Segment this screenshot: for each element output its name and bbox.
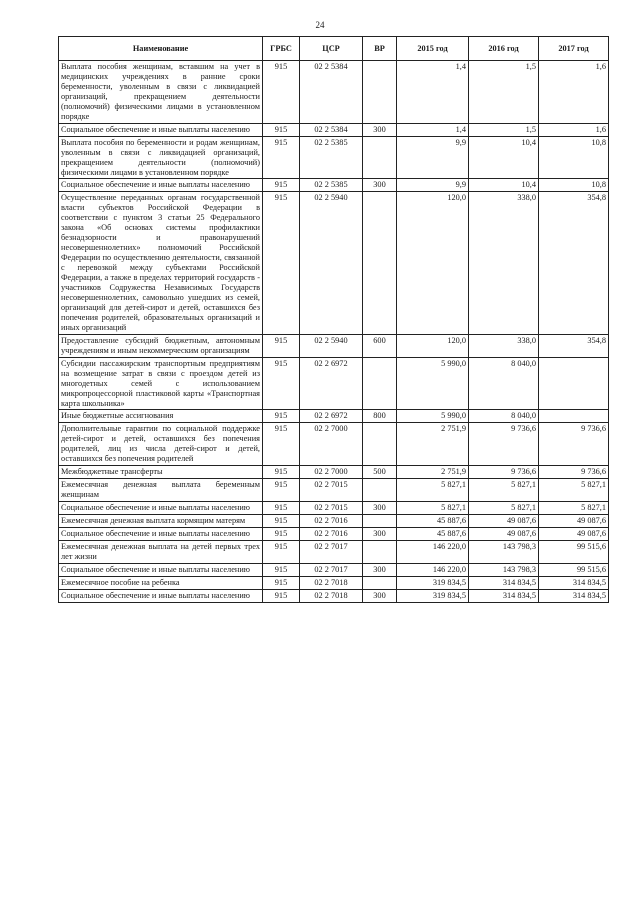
row-vr-cell: 500 xyxy=(363,466,397,479)
row-2015-cell: 319 834,5 xyxy=(397,576,469,589)
row-csr-cell: 02 2 7016 xyxy=(300,527,363,540)
row-name-cell: Ежемесячное пособие на ребенка xyxy=(59,576,263,589)
table-row xyxy=(59,527,609,540)
row-csr-cell: 02 2 5385 xyxy=(300,136,363,179)
row-vr-cell xyxy=(363,515,397,528)
row-2016-cell: 314 834,5 xyxy=(469,589,539,602)
row-2016-cell: 9 736,6 xyxy=(469,466,539,479)
row-vr-cell: 300 xyxy=(363,527,397,540)
row-name-cell: Социальное обеспечение и иные выплаты населению xyxy=(59,502,263,515)
row-2015-cell: 1,4 xyxy=(397,61,469,124)
header-2015: 2015 год xyxy=(397,37,469,61)
row-2016-cell: 5 827,1 xyxy=(469,479,539,502)
row-2016-cell: 8 040,0 xyxy=(469,410,539,423)
row-csr-cell: 02 2 5940 xyxy=(300,192,363,334)
row-vr-cell: 300 xyxy=(363,179,397,192)
row-2017-cell: 1,6 xyxy=(539,123,609,136)
row-csr-cell: 02 2 6972 xyxy=(300,410,363,423)
row-2015-cell: 5 827,1 xyxy=(397,502,469,515)
table-row xyxy=(59,423,609,466)
budget-table xyxy=(58,36,609,603)
row-2016-cell: 10,4 xyxy=(469,136,539,179)
row-2015-cell: 5 827,1 xyxy=(397,479,469,502)
row-2016-cell: 10,4 xyxy=(469,179,539,192)
row-2017-cell: 314 834,5 xyxy=(539,589,609,602)
row-2017-cell: 49 087,6 xyxy=(539,515,609,528)
table-row xyxy=(59,61,609,124)
row-vr-cell xyxy=(363,136,397,179)
page-number: 24 xyxy=(315,20,325,30)
row-2015-cell: 2 751,9 xyxy=(397,423,469,466)
row-2016-cell: 1,5 xyxy=(469,61,539,124)
row-grbs-cell: 915 xyxy=(263,563,300,576)
row-csr-cell: 02 2 6972 xyxy=(300,357,363,410)
row-grbs-cell: 915 xyxy=(263,423,300,466)
row-csr-cell: 02 2 7018 xyxy=(300,576,363,589)
row-2016-cell: 1,5 xyxy=(469,123,539,136)
row-name-cell: Ежемесячная денежная выплата кормящим матерям xyxy=(59,515,263,528)
row-2017-cell: 99 515,6 xyxy=(539,540,609,563)
row-grbs-cell: 915 xyxy=(263,192,300,334)
row-csr-cell: 02 2 7015 xyxy=(300,502,363,515)
row-csr-cell: 02 2 7016 xyxy=(300,515,363,528)
row-csr-cell: 02 2 7018 xyxy=(300,589,363,602)
row-2017-cell xyxy=(539,410,609,423)
row-name-cell: Субсидии пассажирским транспортным предприятиям на возмещение затрат в связи с проездом детей из многодетных семей с использованием микропроцессорной пластиковой карты «Транспортная карта школьника» xyxy=(59,357,263,410)
table-row xyxy=(59,563,609,576)
table-body xyxy=(59,61,609,603)
row-grbs-cell: 915 xyxy=(263,410,300,423)
row-grbs-cell: 915 xyxy=(263,479,300,502)
row-2017-cell: 49 087,6 xyxy=(539,527,609,540)
row-2016-cell: 8 040,0 xyxy=(469,357,539,410)
row-csr-cell: 02 2 7017 xyxy=(300,563,363,576)
row-grbs-cell: 915 xyxy=(263,179,300,192)
row-2015-cell: 120,0 xyxy=(397,192,469,334)
row-name-cell: Межбюджетные трансферты xyxy=(59,466,263,479)
row-2015-cell: 1,4 xyxy=(397,123,469,136)
row-2017-cell: 1,6 xyxy=(539,61,609,124)
table-row xyxy=(59,576,609,589)
row-csr-cell: 02 2 7000 xyxy=(300,423,363,466)
row-2015-cell: 45 887,6 xyxy=(397,515,469,528)
row-2017-cell xyxy=(539,357,609,410)
row-vr-cell xyxy=(363,192,397,334)
table-row xyxy=(59,540,609,563)
row-vr-cell xyxy=(363,576,397,589)
row-2015-cell: 9,9 xyxy=(397,179,469,192)
row-2015-cell: 5 990,0 xyxy=(397,410,469,423)
row-csr-cell: 02 2 5940 xyxy=(300,334,363,357)
row-vr-cell xyxy=(363,479,397,502)
row-2016-cell: 338,0 xyxy=(469,192,539,334)
table-row xyxy=(59,123,609,136)
row-2017-cell: 10,8 xyxy=(539,179,609,192)
row-2015-cell: 2 751,9 xyxy=(397,466,469,479)
row-2017-cell: 5 827,1 xyxy=(539,479,609,502)
row-grbs-cell: 915 xyxy=(263,136,300,179)
row-name-cell: Социальное обеспечение и иные выплаты населению xyxy=(59,563,263,576)
row-2017-cell: 354,8 xyxy=(539,192,609,334)
table-row xyxy=(59,334,609,357)
row-name-cell: Ежемесячная денежная выплата на детей первых трех лет жизни xyxy=(59,540,263,563)
table-row xyxy=(59,502,609,515)
table-header xyxy=(59,37,609,61)
row-vr-cell: 600 xyxy=(363,334,397,357)
header-grbs: ГРБС xyxy=(263,37,300,61)
row-2015-cell: 146 220,0 xyxy=(397,563,469,576)
row-2016-cell: 49 087,6 xyxy=(469,527,539,540)
table-row xyxy=(59,515,609,528)
row-grbs-cell: 915 xyxy=(263,466,300,479)
row-2017-cell: 9 736,6 xyxy=(539,423,609,466)
row-name-cell: Социальное обеспечение и иные выплаты населению xyxy=(59,179,263,192)
row-grbs-cell: 915 xyxy=(263,502,300,515)
table-row xyxy=(59,410,609,423)
row-2017-cell: 9 736,6 xyxy=(539,466,609,479)
header-csr: ЦСР xyxy=(300,37,363,61)
row-vr-cell: 300 xyxy=(363,502,397,515)
row-2015-cell: 5 990,0 xyxy=(397,357,469,410)
row-name-cell: Социальное обеспечение и иные выплаты населению xyxy=(59,527,263,540)
row-grbs-cell: 915 xyxy=(263,576,300,589)
row-2016-cell: 338,0 xyxy=(469,334,539,357)
row-name-cell: Иные бюджетные ассигнования xyxy=(59,410,263,423)
row-vr-cell: 800 xyxy=(363,410,397,423)
row-2017-cell: 10,8 xyxy=(539,136,609,179)
row-2017-cell: 354,8 xyxy=(539,334,609,357)
row-2016-cell: 143 798,3 xyxy=(469,563,539,576)
row-2015-cell: 146 220,0 xyxy=(397,540,469,563)
row-2016-cell: 9 736,6 xyxy=(469,423,539,466)
row-2016-cell: 5 827,1 xyxy=(469,502,539,515)
row-csr-cell: 02 2 7017 xyxy=(300,540,363,563)
table-row xyxy=(59,589,609,602)
row-2017-cell: 5 827,1 xyxy=(539,502,609,515)
table-row xyxy=(59,179,609,192)
row-csr-cell: 02 2 5385 xyxy=(300,179,363,192)
header-vr: ВР xyxy=(363,37,397,61)
table-row xyxy=(59,192,609,334)
row-grbs-cell: 915 xyxy=(263,61,300,124)
row-grbs-cell: 915 xyxy=(263,589,300,602)
row-name-cell: Ежемесячная денежная выплата беременным женщинам xyxy=(59,479,263,502)
row-name-cell: Выплата пособия по беременности и родам женщинам, уволенным в связи с ликвидацией организаций, прекращением деятельности (полномочий) физическими лицами в установленном порядке xyxy=(59,136,263,179)
row-vr-cell: 300 xyxy=(363,563,397,576)
row-grbs-cell: 915 xyxy=(263,540,300,563)
row-name-cell: Осуществление переданных органам государственной власти субъектов Российской Федерации в соответствии с пунктом 3 статьи 25 Федерального закона «Об основах системы профилактики безнадзорности и правонарушений несовершеннолетних» полномочий Российской Федерации по осуществлению деятельности, связанной с перевозкой между субъектами Российской Федерации, а также в пределах территорий государств - участников Содружества Независимых Государств несовершеннолетних, самовольно ушедших из семей, организаций для детей-сирот и детей, оставшихся без попечения родителей, образовательных организаций и иных организаций xyxy=(59,192,263,334)
row-2015-cell: 120,0 xyxy=(397,334,469,357)
header-2016: 2016 год xyxy=(469,37,539,61)
row-grbs-cell: 915 xyxy=(263,527,300,540)
row-grbs-cell: 915 xyxy=(263,334,300,357)
row-grbs-cell: 915 xyxy=(263,515,300,528)
table-row xyxy=(59,136,609,179)
row-name-cell: Социальное обеспечение и иные выплаты населению xyxy=(59,123,263,136)
row-name-cell: Предоставление субсидий бюджетным, автономным учреждениям и иным некоммерческим организациям xyxy=(59,334,263,357)
row-grbs-cell: 915 xyxy=(263,357,300,410)
table-row xyxy=(59,479,609,502)
row-vr-cell xyxy=(363,61,397,124)
table-row xyxy=(59,357,609,410)
row-name-cell: Социальное обеспечение и иные выплаты населению xyxy=(59,589,263,602)
row-2016-cell: 314 834,5 xyxy=(469,576,539,589)
row-csr-cell: 02 2 7000 xyxy=(300,466,363,479)
header-row xyxy=(59,37,609,61)
row-2017-cell: 314 834,5 xyxy=(539,576,609,589)
row-csr-cell: 02 2 5384 xyxy=(300,123,363,136)
row-vr-cell xyxy=(363,357,397,410)
table-row xyxy=(59,466,609,479)
row-2016-cell: 143 798,3 xyxy=(469,540,539,563)
row-2015-cell: 319 834,5 xyxy=(397,589,469,602)
row-csr-cell: 02 2 5384 xyxy=(300,61,363,124)
row-vr-cell: 300 xyxy=(363,589,397,602)
row-2015-cell: 45 887,6 xyxy=(397,527,469,540)
row-vr-cell: 300 xyxy=(363,123,397,136)
row-vr-cell xyxy=(363,540,397,563)
row-csr-cell: 02 2 7015 xyxy=(300,479,363,502)
row-name-cell: Выплата пособия женщинам, вставшим на учет в медицинских учреждениях в ранние сроки беременности, уволенным в связи с ликвидацией организаций, прекращением деятельности (полномочий) физическими лицами в установленном порядке xyxy=(59,61,263,124)
row-vr-cell xyxy=(363,423,397,466)
row-grbs-cell: 915 xyxy=(263,123,300,136)
header-name: Наименование xyxy=(59,37,263,61)
row-2017-cell: 99 515,6 xyxy=(539,563,609,576)
row-name-cell: Дополнительные гарантии по социальной поддержке детей-сирот и детей, оставшихся без попечения родителей, лиц из числа детей-сирот и детей, оставшихся без попечения родителей xyxy=(59,423,263,466)
row-2016-cell: 49 087,6 xyxy=(469,515,539,528)
header-2017: 2017 год xyxy=(539,37,609,61)
row-2015-cell: 9,9 xyxy=(397,136,469,179)
